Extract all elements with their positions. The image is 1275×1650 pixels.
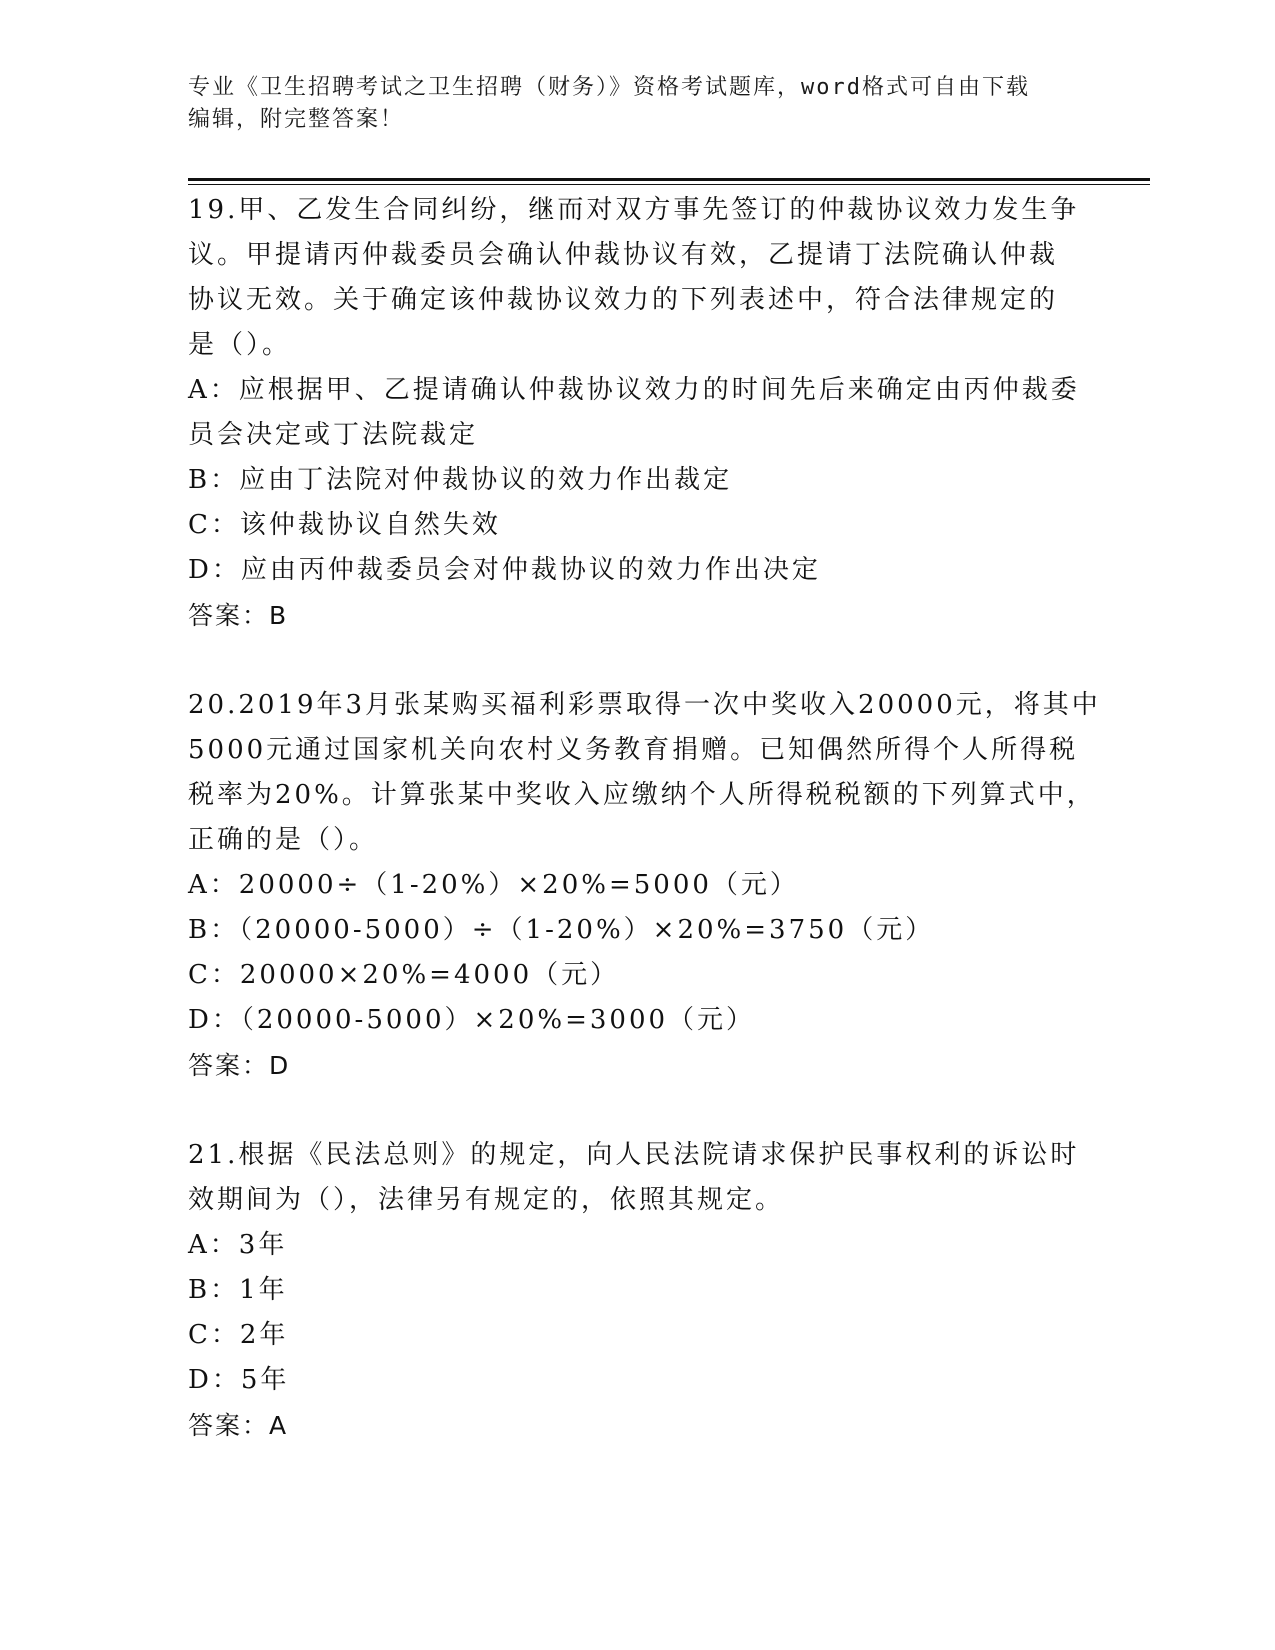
question-21 xyxy=(188,1133,1088,1448)
question-stem-line: 是（）。 xyxy=(188,330,292,360)
answer-label: 答案：A xyxy=(188,1411,289,1440)
option-c: C：该仲裁协议自然失效 xyxy=(188,510,501,540)
option-c: C：2年 xyxy=(188,1320,289,1350)
question-spacer xyxy=(188,638,1088,683)
question-stem-line: 税率为20%。计算张某中奖收入应缴纳个人所得税税额的下列算式中， xyxy=(188,780,1096,810)
option-d: D：5年 xyxy=(188,1365,290,1395)
option-b: B：（20000-5000）÷（1-20%）×20%=3750（元） xyxy=(188,915,935,945)
option-d: D：应由丙仲裁委员会对仲裁协议的效力作出决定 xyxy=(188,555,821,585)
question-stem-line: 正确的是（）。 xyxy=(188,825,379,855)
option-a-continued: 员会决定或丁法院裁定 xyxy=(188,420,479,450)
question-20 xyxy=(188,683,1101,1088)
question-stem-line: 20.2019年3月张某购买福利彩票取得一次中奖收入20000元，将其中 xyxy=(188,690,1101,720)
answer-label: 答案：D xyxy=(188,1051,291,1080)
header-divider-thin xyxy=(188,184,1150,185)
option-a: A：20000÷（1-20%）×20%=5000（元） xyxy=(188,870,799,900)
question-19 xyxy=(188,188,1088,638)
question-stem-line: 19.甲、乙发生合同纠纷，继而对双方事先签订的仲裁协议效力发生争 xyxy=(188,195,1080,225)
header-line-1: 专业《卫生招聘考试之卫生招聘（财务）》资格考试题库，word格式可自由下载 xyxy=(188,75,1030,100)
question-stem-line: 协议无效。关于确定该仲裁协议效力的下列表述中，符合法律规定的 xyxy=(188,285,1059,315)
question-list xyxy=(188,188,1101,1448)
question-stem-line: 5000元通过国家机关向农村义务教育捐赠。已知偶然所得个人所得税 xyxy=(188,735,1079,765)
option-b: B：应由丁法院对仲裁协议的效力作出裁定 xyxy=(188,465,733,495)
header-divider-thick xyxy=(188,178,1150,181)
option-a: A：应根据甲、乙提请确认仲裁协议效力的时间先后来确定由丙仲裁委 xyxy=(188,375,1080,405)
option-c: C：20000×20%=4000（元） xyxy=(188,960,620,990)
option-b: B：1年 xyxy=(188,1275,288,1305)
option-d: D：（20000-5000）×20%=3000（元） xyxy=(188,1005,756,1035)
header-line-2: 编辑，附完整答案！ xyxy=(188,107,405,132)
answer-label: 答案：B xyxy=(188,601,289,630)
question-stem-line: 议。甲提请丙仲裁委员会确认仲裁协议有效，乙提请丁法院确认仲裁 xyxy=(188,240,1059,270)
option-a: A：3年 xyxy=(188,1230,288,1260)
document-header xyxy=(188,72,1088,136)
question-spacer xyxy=(188,1088,1088,1133)
question-stem-line: 效期间为（），法律另有规定的，依照其规定。 xyxy=(188,1185,785,1215)
question-stem-line: 21.根据《民法总则》的规定，向人民法院请求保护民事权利的诉讼时 xyxy=(188,1140,1080,1170)
